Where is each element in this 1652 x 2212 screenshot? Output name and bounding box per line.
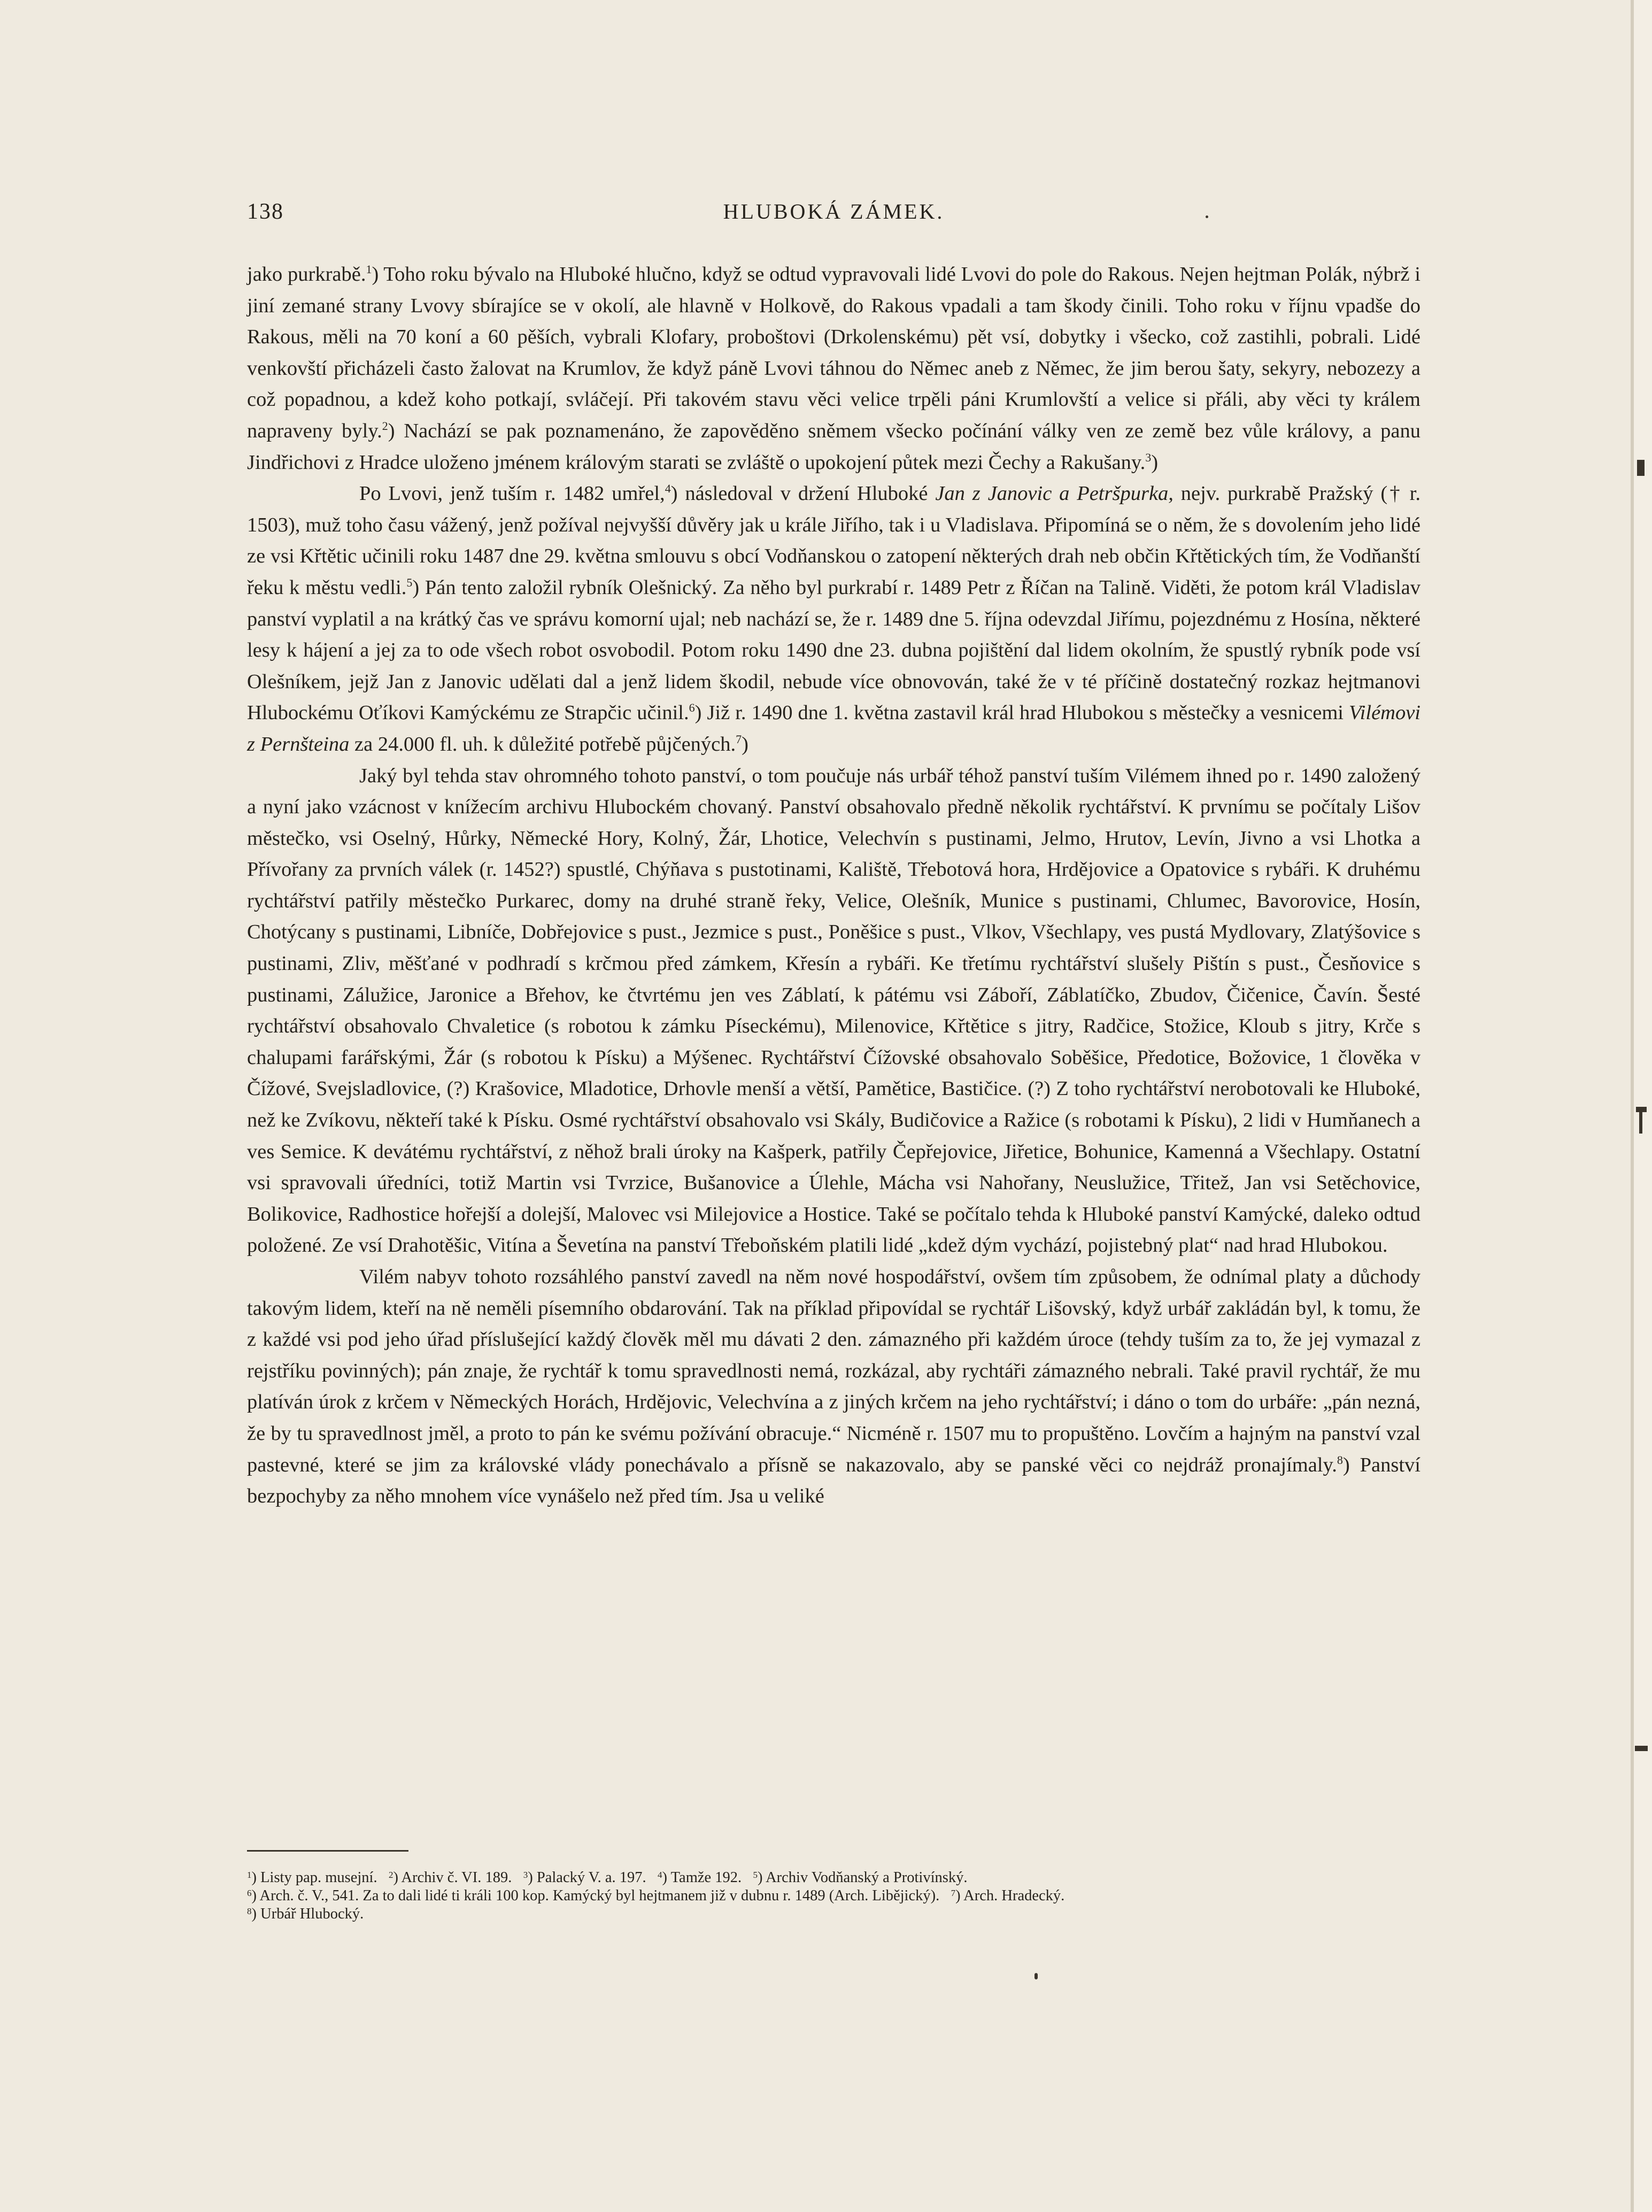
footnote-marker: 8 — [1337, 1453, 1343, 1467]
footnote-marker: 4 — [658, 1870, 662, 1880]
footnote-text: ) Palacký V. a. 197. — [528, 1869, 646, 1886]
running-head: HLUBOKÁ ZÁMEK. — [723, 199, 945, 223]
paragraph-2 — [247, 478, 1421, 760]
paragraph-1 — [247, 259, 1421, 478]
footnote-text: ) Archiv Vodňanský a Protivínský. — [758, 1869, 968, 1886]
paragraph-3: Jaký byl tehda stav ohromného tohoto panství, o tom poučuje nás urbář téhož panství tuším Vilémem ihned po r. 1490 založený a nyní jako vzácnost v knížecím archivu Hlubockém chovaný. Panství obsahovalo předně několik rychtářství. K prvnímu se počítaly Lišov městečko, vsi Oselný, Hůrky, Německé Hory, Kolný, Žár, Lhotice, Velechvín s pustinami, Jelmo, Hrutov, Levín, Jivno a vsi Lhotka a Přívořany za prvních válek (r. 1452?) spustlé, Chýňava s pustotinami, Kaliště, Třebotová hora, Hrdějovice a Opatovice s rybáři. K druhému rychtářství patřily městečko Purkarec, domy na druhé straně řeky, Velice, Olešník, Munice s pustinami, Chlumec, Bavorovice, Hosín, Chotýcany s pustinami, Libníče, Dobřejovice s pust., Jezmice s pust., Poněšice s pust., Vlkov, Všechlapy, ves pustá Mydlovary, Zlatýšovice s pustinami, Zliv, měšťané v podhradí s krčmou před zámkem, Křesín a rybáři. Ke třetímu rychtářství slušely Pištín s pust., Česňovice s pustinami, Zálužice, Jaronice a Břehov, ke čtvrtému jen ves Záblatí, k pátému vsi Záboří, Záblatíčko, Zbudov, Čičenice, Čavín. Šesté rychtářství obsahovalo Chvaletice (s robotou k zámku Píseckému), Milenovice, Křtětice s jitry, Radčice, Stožice, Kloub s jitry, Krče s chalupami farářskými, Žár (s robotou k Písku) a Mýšenec. Rychtářství Čížovské obsahovalo Soběšice, Předotice, Božovice, 1 člověka v Čížové, Svejsladlovice, (?) Krašovice, Mladotice, Drhovle menší a větší, Pamětice, Bastičice. (?) Z toho rychtářství nerobotovali ke Hluboké, než ke Zvíkovu, někteří také k Písku. Osmé rychtářství obsahovalo vsi Skály, Budičovice a Ražice (s robotami k Písku), 2 lidi v Humňanech a ves Semice. K devátému rychtářství, z něhož brali úroky na Kašperk, patřily Čepřejovice, Jiřetice, Bohunice, Kamenná a Všechlapy. Ostatní vsi spravovali úředníci, totiž Martin vsi Tvrzice, Bušanovice a Úlehle, Mácha vsi Nahořany, Neuslužice, Třitež, Jan vsi Setěchovice, Bolikovice, Radhostice hořejší a dolejší, Malovec vsi Milejovice a Hostice. Také se počítalo tehda k Hluboké panství Kamýcké, daleko odtud položené. Ze vsí Drahotěšic, Vitína a Ševetína na panství Třeboňském platili lidé „kdež dým vychází, pojistebný plat“ nad hrad Hlubokou. — [247, 764, 1421, 1257]
print-speck — [1206, 215, 1208, 218]
footnote-marker: 2 — [382, 419, 388, 433]
footnote-marker: 3 — [1145, 450, 1152, 464]
footnote-marker: 2 — [388, 1870, 393, 1880]
page-header — [247, 199, 1421, 231]
footnote-marker: 5 — [406, 575, 413, 589]
footnote-marker: 7 — [736, 732, 742, 746]
text-run: ) — [742, 733, 748, 756]
text-run: nejv. purkrabě Pražský († r. 1503), muž toho času vážený, jenž požíval nejvyšší důvěry jak u krále Jiřího, tak i u Vladislava. Připomíná se o něm, že s dovolením jeho lidé ze vsi Křtětic učinili roku 1487 dne 29. května smlouvu s obcí Vodňanskou o zatopení některých drah neb občin Křtětických tím, že Vodňanští řeku k městu vedli. — [247, 482, 1421, 599]
edge-mark — [1635, 1746, 1648, 1751]
page-edge-strip — [1634, 0, 1652, 2212]
page-number: 138 — [247, 199, 284, 224]
text-run: ) Již r. 1490 dne 1. května zastavil král hrad Hlubokou s městečky a vesnicemi — [694, 702, 1349, 725]
text-run: ) Nachází se pak poznamenáno, že zapověděno sněmem všecko počínání války ven ze země bez vůle královy, a panu Jindřichovi z Hradce uloženo jménem královým starati se zvláště o upokojení půtek mezi Čechy a Rakušany. — [247, 419, 1421, 474]
italic-name: Vilémovi z Pernšteina — [247, 702, 1421, 756]
print-speck — [1035, 1973, 1038, 1979]
footnote-text: ) Tamže 192. — [662, 1869, 742, 1886]
footnote-line — [247, 1887, 1421, 1905]
footnote-text: ) Arch. č. V., 541. Za to dali lidé ti králi 100 kop. Kamýcký byl hejtmanem již v dubnu r. 1489 (Arch. Libějický). — [251, 1887, 940, 1904]
footnote-marker: 1 — [366, 263, 372, 276]
edge-mark — [1637, 460, 1645, 476]
footnote-marker: 6 — [689, 701, 695, 715]
footnote-marker: 5 — [753, 1870, 758, 1880]
footnote-line — [247, 1869, 1421, 1887]
footnote-marker: 6 — [247, 1888, 252, 1898]
footnote-text: ) Urbář Hlubocký. — [251, 1906, 364, 1922]
footnote-marker: 1 — [247, 1870, 252, 1880]
footnote-marker: 3 — [523, 1870, 528, 1880]
footnote-text: ) Arch. Hradecký. — [955, 1887, 1065, 1904]
footnote-marker: 7 — [951, 1888, 956, 1898]
italic-name: Jan z Janovic a Petršpurka, — [935, 482, 1174, 505]
text-run: za 24.000 fl. uh. k důležité potřebě půjčených. — [349, 733, 736, 756]
text-run: ) Pán tento založil rybník Olešnický. Za něho byl purkrabí r. 1489 Petr z Říčan na Talině. Viděti, že potom král Vladislav panství vyplatil a na krátký čas ve správu komorní ujal; neb nachází se, že r. 1489 dne 5. října odevzdal Jiřímu, pojezdnému z Hosína, některé lesy k hájení a jej za to ode všech robot osvobodil. Potom roku 1490 dne 23. dubna pojištění dal lidem okolním, že spustlý rybník pode vsí Olešníkem, jejž Jan z Janovic udělati dal a jenž lidem škodil, nebude více obnovován, také že v té příčině dostatečný rozkaz hejtmanovi Hlubockému Oťíkovi Kamýckému ze Strapčic učinil. — [247, 576, 1421, 725]
edge-mark — [1639, 1112, 1642, 1134]
text-run: ) následoval v držení Hluboké — [670, 482, 936, 505]
text-run: ) Toho roku bývalo na Hluboké hlučno, když se odtud vypravovali lidé Lvovi do pole do Rakous. Nejen hejtman Polák, nýbrž i jiní zemané strany Lvovy sbírajíce se v okolí, ale hlavně v Holkově, do Rakous vpadali a tam škody činili. Toho roku v říjnu vpadše do Rakous, měli na 70 koní a 60 pěších, vybrali Klofary, proboštovi (Drkolenskému) pět vsí, dobytky i všecko, což zastihli, pobrali. Lidé venkovští přicházeli často žalovat na Krumlov, že když páně Lvovi táhnou do Němec aneb z Němec, že jim berou šaty, sekyry, nebozezy a což popadnou, a kdež koho potkají, svláčejí. Při takovém stavu věci velice trpěli páni Krumlovští a velice si přáli, aby věci ty králem napraveny byly. — [247, 263, 1421, 442]
text-run: Vilém nabyv tohoto rozsáhlého panství zavedl na něm nové hospodářství, ovšem tím způsobem, že odnímal platy a důchody takovým lidem, kteří na ně neměli písemního obdarování. Tak na příklad připovídal se rychtář Lišovský, když urbář zakládán byl, k tomu, že z každé vsi pod jeho úřad příslušející každý člověk měl mu dávati 2 den. zámazného při každém úroce (tehdy tuším za to, že jej vymazal z rejstříku povinných); pán znaje, že rychtář k tomu spravedlnosti nemá, rozkázal, aby rychtáři zámazného nebrali. Také pravil rychtář, že mu platíván úrok z krčem v Německých Horách, Hrdějovic, Velechvína a z jiných krčem na jeho rychtářství; i dáno o tom do urbáře: „pán nezná, že by tu spravedlnost jměl, a proto to pán ke svému požívání obracuje.“ Nicméně r. 1507 mu to propuštěno. Lovčím a hajným na panství vzal pastevné, které se jim za královské vlády ponechávalo a přísně se nakazovalo, aby se panské věci co nejdráž pronajímaly. — [247, 1266, 1421, 1476]
footnote-divider — [247, 1850, 408, 1852]
text-run: jako purkrabě. — [247, 263, 366, 286]
text-run: ) Panství bezpochyby za něho mnohem více vynášelo než před tím. Jsa u veliké — [247, 1453, 1421, 1508]
footnote-text: ) Archiv č. VI. 189. — [393, 1869, 512, 1886]
footnote-text: ) Listy pap. musejní. — [251, 1869, 377, 1886]
footnote-line — [247, 1905, 1421, 1923]
footnote-marker: 8 — [247, 1906, 252, 1916]
text-run: ) — [1151, 451, 1159, 474]
footnotes — [247, 1869, 1421, 1923]
footnote-marker: 4 — [665, 482, 671, 496]
paragraph-4 — [247, 1261, 1421, 1512]
edge-mark — [1636, 1107, 1647, 1112]
body-text — [247, 259, 1421, 1512]
text-run: Po Lvovi, jenž tuším r. 1482 umřel, — [359, 482, 665, 505]
